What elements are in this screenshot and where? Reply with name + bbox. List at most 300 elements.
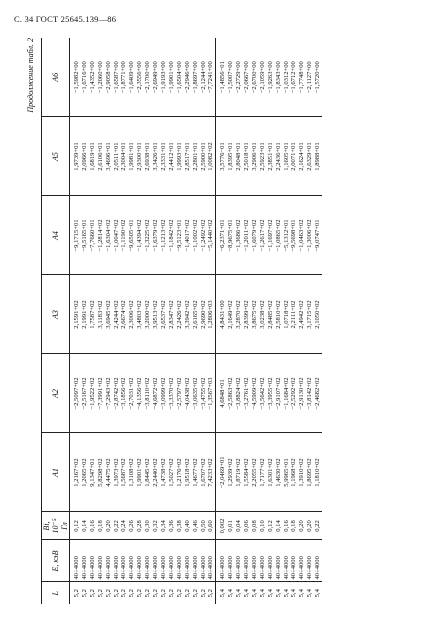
table-cell: −2,5167+02: [81, 354, 89, 433]
table-cell: −1,1002+02: [192, 196, 200, 275]
table-cell: −3,0635+02: [192, 354, 200, 433]
table-row: [144, 38, 152, 604]
table-row: [136, 38, 144, 604]
table-cell: 3,1183+02: [97, 275, 105, 354]
table-cell: 40÷4000: [290, 540, 298, 582]
table-cell: −2,8742+02: [113, 354, 121, 433]
table-cell: 5,4: [227, 589, 235, 598]
table-cell: 2,4412+01: [168, 117, 176, 196]
table-cell: 0,08: [251, 512, 259, 540]
table-cell: −3,8142+02: [306, 354, 314, 433]
table-cell: −1,9193+00: [160, 38, 168, 117]
table-row: [306, 38, 314, 604]
table-cell: 5,2: [159, 589, 167, 598]
table-cell: 2,2440+02: [152, 433, 160, 512]
table-cell: 0,16: [283, 512, 291, 540]
table-cell: −1,0463+02: [298, 196, 306, 275]
table-cell: 2,3331+01: [160, 117, 168, 196]
table-cell: −2,1127+00: [306, 38, 314, 117]
table-cell: 1,3108+02: [128, 433, 136, 512]
table-cell: 1,2167+02: [70, 433, 81, 512]
table-cell: −8,9675+01: [227, 196, 235, 275]
table-cell: 40÷4000: [168, 540, 176, 582]
table-cell: −1,9901+00: [168, 38, 176, 117]
table-cell: 2,6537+02: [160, 275, 168, 354]
table-row: [314, 38, 322, 604]
table-cell: −1,0865+02: [275, 196, 283, 275]
table-cell: 0,01: [227, 512, 235, 540]
table-cell: 1,1605+01: [283, 117, 291, 196]
continuation-label: Продолжение табл. 2: [26, 38, 35, 113]
table-cell: 0,06: [243, 512, 251, 540]
table-cell: 2,5018+01: [243, 117, 251, 196]
table-cell: 4,8431+00: [216, 275, 227, 354]
table-cell: 2,5923+01: [259, 117, 267, 196]
table-row: [97, 38, 105, 604]
table-row: [207, 38, 215, 604]
table-cell: 40÷4000: [283, 540, 291, 582]
table-cell: 2,4244+02: [113, 275, 121, 354]
table-cell: −3,8824+02: [235, 354, 243, 433]
table-cell: 0,30: [144, 512, 152, 540]
table-cell: 1,9993+01: [176, 117, 184, 196]
table-cell: −2,3556+00: [136, 38, 144, 117]
table-cell: 1,1968+02: [290, 433, 298, 512]
table-cell: 0,32: [152, 512, 160, 540]
table-cell: 40÷4000: [275, 540, 283, 582]
table-cell: 2,4942+02: [298, 275, 306, 354]
table-cell: 3,3426+01: [152, 117, 160, 196]
table-cell: 1,8988+01: [314, 117, 322, 196]
table-cell: 1,8395+01: [227, 117, 235, 196]
table-cell: −7,7241+00: [207, 38, 215, 117]
table-cell: 2,1624+01: [298, 117, 306, 196]
table-cell: 2,6165+02: [192, 275, 200, 354]
table-cell: 1,8719+02: [235, 433, 243, 512]
table-cell: 3,3942+02: [184, 275, 192, 354]
table-row: [251, 38, 259, 604]
table-cell: −3,3370+02: [168, 354, 176, 433]
table-cell: 40÷4000: [136, 540, 144, 582]
table-cell: −2,5097+02: [70, 354, 81, 433]
table-row: [227, 38, 235, 604]
table-cell: 0,50: [200, 512, 208, 540]
table-cell: −2,5863+02: [227, 354, 235, 433]
table-row: [275, 38, 283, 604]
table-cell: 2,6674+02: [120, 275, 128, 354]
table-row: [259, 38, 267, 604]
table-cell: 2,0966+01: [81, 117, 89, 196]
table-cell: 2,5810+02: [275, 275, 283, 354]
table-cell: 0,38: [176, 512, 184, 540]
table-cell: 0,46: [192, 512, 200, 540]
table-cell: 5,4: [235, 589, 243, 598]
table-cell: −3,5642+02: [259, 354, 267, 433]
table-cell: 40÷4000: [243, 540, 251, 582]
table-cell: 1,5027+02: [168, 433, 176, 512]
table-cell: 1,1810+02: [314, 433, 322, 512]
table-cell: 40÷4000: [251, 540, 259, 582]
table-cell: 1,7177+02: [259, 433, 267, 512]
coefficients-table: [41, 38, 322, 604]
table-cell: 1,9739+01: [70, 117, 81, 196]
table-cell: −2,1700+00: [144, 38, 152, 117]
table-row: [152, 38, 160, 604]
table-cell: 1,0082+02: [207, 117, 215, 196]
table-cell: −1,3567+03: [207, 354, 215, 433]
table-cell: 0,60: [207, 512, 215, 540]
table-cell: 0,002: [216, 512, 227, 540]
table-row: [128, 38, 136, 604]
table-cell: 5,2: [167, 589, 175, 598]
table-cell: −1,2814+02: [97, 196, 105, 275]
table-cell: −1,3686+02: [235, 196, 243, 275]
table-cell: −2,6700+00: [251, 38, 259, 117]
table-cell: −1,0047+02: [113, 196, 121, 275]
table-cell: 5,2: [96, 589, 104, 598]
table-cell: 2,6106+01: [97, 117, 105, 196]
table-cell: 40÷4000: [105, 540, 113, 582]
col-header-energy: E, кэВ: [42, 540, 70, 582]
table-cell: −3,3955+02: [267, 354, 275, 433]
table-cell: 0,20: [306, 512, 314, 540]
table-row: [283, 38, 291, 604]
table-cell: −1,8343+00: [275, 38, 283, 117]
table-cell: 5,2: [152, 589, 160, 598]
table-cell: 40÷4000: [192, 540, 200, 582]
table-cell: 3,1715+02: [306, 275, 314, 354]
table-cell: 2,1050+02: [314, 275, 322, 354]
table-cell: 0,20: [105, 512, 113, 540]
table-cell: −4,0438+02: [184, 354, 192, 433]
table-cell: 2,6938+01: [144, 117, 152, 196]
table-cell: 5,4: [282, 589, 290, 598]
table-row: [184, 38, 192, 604]
col-header-a1: A1: [42, 433, 70, 512]
table-cell: 5,4: [290, 589, 298, 598]
table-cell: 2,2111+02: [290, 275, 298, 354]
table-cell: 2,8347+02: [168, 275, 176, 354]
table-cell: 40÷4000: [200, 540, 208, 582]
col-header-a5: A5: [42, 117, 70, 196]
table-cell: −5,1440+02: [207, 196, 215, 275]
table-cell: 5,2: [136, 589, 144, 598]
table-cell: 1,2176+02: [176, 433, 184, 512]
table-cell: −1,5007+00: [227, 38, 235, 117]
table-cell: −2,9107+02: [275, 354, 283, 433]
table-cell: −3,0999+02: [160, 354, 168, 433]
table-cell: 1,5584+02: [243, 433, 251, 512]
table-cell: −1,8771+00: [120, 38, 128, 117]
table-cell: 9,1347+01: [89, 433, 97, 512]
table-cell: −1,6587+00: [113, 38, 121, 117]
table-cell: −7,2943+02: [105, 354, 113, 433]
table-cell: 0,22: [113, 512, 121, 540]
table-cell: −4,1356+02: [136, 354, 144, 433]
table-cell: 40÷4000: [89, 540, 97, 582]
table-cell: 0,14: [275, 512, 283, 540]
table-cell: 1,2939+02: [227, 433, 235, 512]
table-cell: −1,2060+00: [97, 38, 105, 117]
table-cell: 1,9901+02: [136, 433, 144, 512]
table-cell: 40÷4000: [70, 540, 81, 582]
col-header-l: L: [42, 582, 70, 604]
table-row: [168, 38, 176, 604]
table-cell: 5,4: [250, 589, 258, 598]
table-row: [216, 38, 227, 604]
table-cell: 1,6819+01: [89, 117, 97, 196]
table-cell: 2,8048+01: [235, 117, 243, 196]
table-cell: 40÷4000: [298, 540, 306, 582]
table-cell: −4,5909+02: [251, 354, 259, 433]
table-cell: 2,8485+02: [267, 275, 275, 354]
table-cell: −1,4352+00: [89, 38, 97, 117]
table-cell: −2,7031+02: [128, 354, 136, 433]
table-cell: 3,2000+02: [144, 275, 152, 354]
table-cell: 2,1649+02: [227, 275, 235, 354]
table-cell: 40÷4000: [235, 540, 243, 582]
table-cell: 1,3910+02: [298, 433, 306, 512]
table-cell: 40÷4000: [113, 540, 121, 582]
table-cell: −1,4394+02: [136, 196, 144, 275]
table-cell: 1,8695+02: [306, 433, 314, 512]
table-cell: −1,6716+00: [81, 38, 89, 117]
table-row: [192, 38, 200, 604]
table-cell: 0,24: [120, 512, 128, 540]
table-cell: −1,3225+02: [144, 196, 152, 275]
table-cell: 1,2065+02: [81, 433, 89, 512]
table-cell: 0,34: [160, 512, 168, 540]
table-cell: 1,9981+01: [128, 117, 136, 196]
table-cell: 40÷4000: [207, 540, 215, 582]
table-cell: 5,4: [274, 589, 282, 598]
table-cell: 0,40: [184, 512, 192, 540]
table-cell: 5,2: [175, 589, 183, 598]
table-cell: 2,5900+01: [200, 117, 208, 196]
table-cell: −1,2617+02: [259, 196, 267, 275]
col-header-a3: A3: [42, 275, 70, 354]
table-cell: −1,8697+00: [192, 38, 200, 117]
table-cell: 5,2: [112, 589, 120, 598]
table-cell: −3,1856+02: [120, 354, 128, 433]
table-cell: 4,4475+02: [105, 433, 113, 512]
table-cell: −9,1715+01: [70, 196, 81, 275]
page-header: С. 34 ГОСТ 25645.139—86: [14, 14, 117, 24]
table-cell: −2,0469+01: [216, 433, 227, 512]
table-cell: 5,2: [199, 589, 207, 598]
table-cell: −9,5123+01: [176, 196, 184, 275]
table-cell: 1,4630+02: [275, 433, 283, 512]
table-row: [81, 38, 89, 604]
col-header-a4: A4: [42, 196, 70, 275]
table-cell: 2,1991+02: [81, 275, 89, 354]
table-cell: −1,5720+00: [314, 38, 322, 117]
table-cell: 5,2: [120, 589, 128, 598]
table-cell: −2,4682+02: [314, 354, 322, 433]
table-cell: −7,3991+02: [97, 354, 105, 433]
table-cell: 4,6848+01: [216, 354, 227, 433]
table-cell: 2,1591+02: [70, 275, 81, 354]
table-cell: 2,6329+01: [306, 117, 314, 196]
table-cell: −1,3006+02: [306, 196, 314, 275]
table-cell: 1,6301+02: [267, 433, 275, 512]
table-cell: 0,26: [128, 512, 136, 540]
table-row: [243, 38, 251, 604]
table-cell: −1,7748+00: [298, 38, 306, 117]
table-cell: −2,9130+02: [298, 354, 306, 433]
table-cell: 3,6945+02: [105, 275, 113, 354]
table-cell: 1,9518+02: [184, 433, 192, 512]
table-cell: 3,8675+02: [251, 275, 259, 354]
table-cell: 1,8445+02: [144, 433, 152, 512]
table-cell: 0,22: [314, 512, 322, 540]
table-cell: 5,2: [144, 589, 152, 598]
table-cell: 5,2: [80, 589, 88, 598]
table-row: [113, 38, 121, 604]
table-cell: 2,0071+01: [290, 117, 298, 196]
table-cell: 2,3004+01: [120, 117, 128, 196]
table-cell: −1,6379+02: [152, 196, 160, 275]
table-cell: −9,5698+01: [290, 196, 298, 275]
table-cell: 0,16: [89, 512, 97, 540]
table-header-row: [42, 38, 70, 604]
table-cell: 40÷4000: [314, 540, 322, 582]
table-cell: 2,0511+01: [113, 117, 121, 196]
table-cell: 0,18: [97, 512, 105, 540]
table-cell: 5,2: [104, 589, 112, 598]
table-cell: 2,8517+01: [184, 117, 192, 196]
table-cell: 40÷4000: [306, 540, 314, 582]
table-row: [200, 38, 208, 604]
table-cell: 1,0718+02: [283, 275, 291, 354]
table-cell: 1,5687+02: [120, 433, 128, 512]
table-cell: 2,9690+02: [200, 275, 208, 354]
table-cell: 2,2436+01: [275, 117, 283, 196]
table-cell: 2,8399+02: [243, 275, 251, 354]
table-cell: 5,2: [183, 589, 191, 598]
table-cell: −1,1697+02: [267, 196, 275, 275]
table-cell: −1,1213+02: [160, 196, 168, 275]
table-row: [290, 38, 298, 604]
table-cell: 5,8298+02: [97, 433, 105, 512]
table-cell: −1,9263+00: [267, 38, 275, 117]
table-cell: 5,2: [191, 589, 199, 598]
table-cell: 40÷4000: [160, 540, 168, 582]
table-cell: 2,3006+02: [128, 275, 136, 354]
table-cell: 1,4677+02: [192, 433, 200, 512]
table-cell: 5,4: [266, 589, 274, 598]
table-cell: −1,2492+02: [200, 196, 208, 275]
rotated-table-page: [26, 38, 416, 604]
table-cell: 5,2: [128, 589, 136, 598]
table-cell: 0,20: [298, 512, 306, 540]
table-cell: 40÷4000: [184, 540, 192, 582]
table-cell: 5,9965+01: [283, 433, 291, 512]
table-cell: −1,1842+02: [168, 196, 176, 275]
table-cell: 3,9513+02: [152, 275, 160, 354]
table-row: [105, 38, 113, 604]
table-cell: 1,4738+02: [160, 433, 168, 512]
table-cell: 40÷4000: [176, 540, 184, 582]
table-cell: 2,2426+02: [176, 275, 184, 354]
table-cell: −1,9522+02: [89, 354, 97, 433]
table-cell: 3,4696+01: [105, 117, 113, 196]
table-cell: −3,8110+02: [144, 354, 152, 433]
table-cell: 1,2806+03: [207, 275, 215, 354]
table-row: [176, 38, 184, 604]
table-cell: 3,5776−01: [216, 117, 227, 196]
table-cell: −1,0312+00: [283, 38, 291, 117]
table-cell: 40÷4000: [120, 540, 128, 582]
table-cell: −2,0667+00: [243, 38, 251, 117]
table-cell: −6,2371+01: [216, 196, 227, 275]
table-cell: −1,1190+02: [120, 196, 128, 275]
table-cell: −1,4017+02: [184, 196, 192, 275]
table-cell: 3,4803+02: [136, 275, 144, 354]
table-cell: 5,4: [298, 589, 306, 598]
table-cell: 0,12: [70, 512, 81, 540]
table-cell: −1,1684+02: [283, 354, 291, 433]
table-cell: −7,7660+01: [89, 196, 97, 275]
table-cell: 5,2: [70, 582, 81, 604]
table-cell: −2,1244+00: [200, 38, 208, 117]
table-cell: 40÷4000: [259, 540, 267, 582]
table-cell: 0,14: [81, 512, 89, 540]
table-cell: 2,9300+01: [136, 117, 144, 196]
table-cell: 40÷4000: [81, 540, 89, 582]
table-cell: 40÷4000: [144, 540, 152, 582]
table-cell: −3,2761+02: [243, 354, 251, 433]
table-cell: 0,18: [290, 512, 298, 540]
table-cell: 0,10: [259, 512, 267, 540]
col-header-a6: A6: [42, 38, 70, 117]
table-cell: −1,4856−01: [216, 38, 227, 117]
table-row: [89, 38, 97, 604]
table-cell: 5,4: [216, 582, 227, 604]
table-row: [120, 38, 128, 604]
table-cell: −2,5292+02: [290, 354, 298, 433]
table-cell: 7,4233+02: [207, 433, 215, 512]
table-cell: −1,6712+00: [290, 38, 298, 117]
table-cell: −9,0747+01: [314, 196, 322, 275]
table-cell: −1,2011+02: [243, 196, 251, 275]
table-cell: −2,2729+00: [235, 38, 243, 117]
table-cell: −9,5165+01: [81, 196, 89, 275]
table-cell: −2,9058+00: [105, 38, 113, 117]
table-cell: 2,2055+02: [251, 433, 259, 512]
table-cell: 0,12: [267, 512, 275, 540]
table-cell: 5,4: [258, 589, 266, 598]
table-cell: 5,4: [243, 589, 251, 598]
table-cell: 5,4: [306, 589, 314, 598]
table-cell: 1,7587+02: [89, 275, 97, 354]
table-row: [267, 38, 275, 604]
col-header-a2: A2: [42, 354, 70, 433]
table-cell: −1,6079+02: [251, 196, 259, 275]
table-cell: −2,6949+00: [152, 38, 160, 117]
table-cell: 5,2: [88, 589, 96, 598]
table-cell: −9,6505−01: [128, 196, 136, 275]
table-cell: 40÷4000: [128, 540, 136, 582]
table-cell: 0,04: [235, 512, 243, 540]
table-cell: 0,36: [168, 512, 176, 540]
table-cell: 40÷4000: [227, 540, 235, 582]
table-cell: 1,6707+02: [200, 433, 208, 512]
table-cell: 5,2: [207, 589, 215, 598]
table-cell: −2,5797+02: [176, 354, 184, 433]
table-cell: 40÷4000: [267, 540, 275, 582]
table-cell: −2,2946+00: [184, 38, 192, 117]
